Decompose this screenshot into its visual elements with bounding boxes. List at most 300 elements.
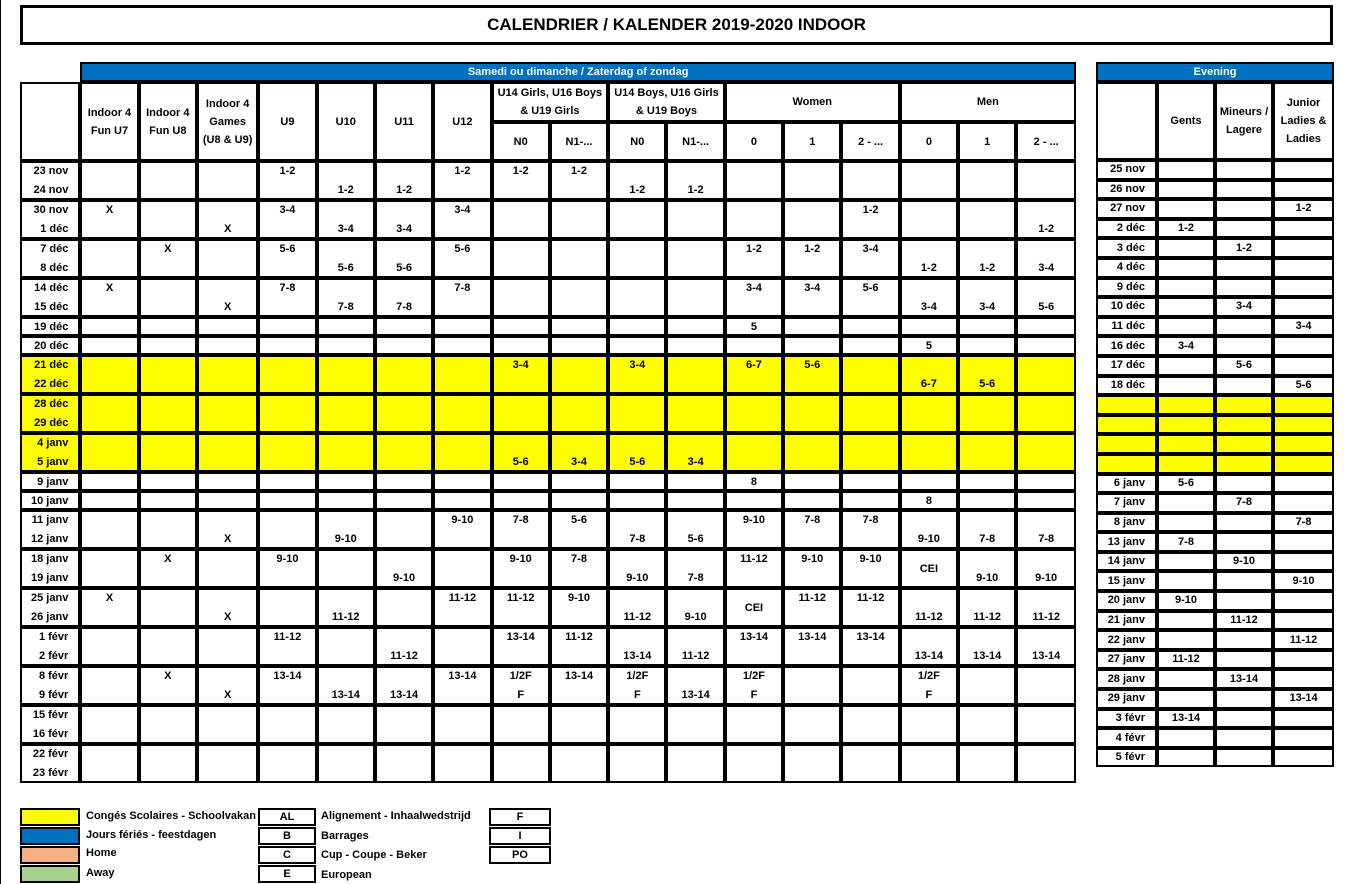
schedule-cell — [433, 336, 491, 355]
evening-date-cell: 7 janv — [1096, 493, 1157, 513]
subheader-l1-8: 1 — [958, 122, 1016, 161]
schedule-cell — [80, 278, 138, 317]
date-cell — [20, 200, 80, 239]
evening-date-cell: 27 nov — [1096, 199, 1157, 219]
schedule-cell — [317, 510, 375, 549]
schedule-cell — [258, 394, 316, 433]
schedule-cell — [317, 666, 375, 705]
cell-value-2: 9-10 — [334, 533, 357, 545]
schedule-cell — [958, 491, 1016, 510]
subheader-l2-9: 2 - ... — [1016, 122, 1076, 161]
cell-value-1: 13-14 — [739, 631, 768, 643]
evening-date-cell: 3 déc — [1096, 238, 1157, 258]
schedule-cell — [958, 433, 1016, 472]
cell-value-2: 7-8 — [1038, 533, 1055, 545]
evening-cell: 7-8 — [1273, 513, 1334, 533]
cell-value-1: 9-10 — [567, 592, 591, 604]
schedule-cell — [958, 627, 1016, 666]
evening-cell: 9-10 — [1157, 591, 1215, 611]
schedule-cell — [958, 317, 1016, 336]
schedule-cell — [197, 705, 258, 744]
evening-cell — [1215, 748, 1273, 768]
header-indoor4-u8: Indoor 4 Fun U8 — [139, 82, 197, 161]
header-u14boys: U14 Boys, U16 Girls & U19 Boys — [608, 82, 725, 122]
schedule-cell — [197, 472, 258, 491]
date-label-1: 15 févr — [32, 709, 69, 721]
evening-date-cell: 4 déc — [1096, 258, 1157, 278]
schedule-cell — [725, 472, 783, 491]
subheader-l2-6: 2 - ... — [841, 122, 899, 161]
evening-banner: Evening — [1096, 62, 1334, 82]
schedule-cell — [433, 705, 491, 744]
schedule-cell — [608, 666, 666, 705]
cell-value-1: X — [105, 204, 114, 216]
date-label: 20 déc — [34, 339, 69, 352]
schedule-cell — [492, 161, 550, 200]
cell-value-2: 11-12 — [623, 611, 652, 623]
schedule-cell — [725, 336, 783, 355]
schedule-cell — [608, 161, 666, 200]
date-cell — [20, 317, 80, 336]
cell-value-1: 9-10 — [801, 553, 824, 565]
schedule-cell — [375, 433, 433, 472]
cell-value-2: 7-8 — [629, 533, 646, 545]
schedule-cell — [1016, 161, 1076, 200]
schedule-cell — [841, 394, 899, 433]
evening-cell — [1215, 317, 1273, 337]
cell-value-1: X — [105, 592, 114, 604]
schedule-cell — [317, 200, 375, 239]
schedule-cell — [80, 433, 138, 472]
schedule-cell — [433, 200, 491, 239]
schedule-cell — [317, 744, 375, 783]
schedule-cell — [139, 472, 197, 491]
date-label-2: 22 déc — [34, 378, 69, 390]
schedule-cell — [139, 744, 197, 783]
date-label-2: 19 janv — [31, 572, 69, 584]
schedule-cell — [1016, 744, 1076, 783]
evening-cell — [1215, 454, 1273, 474]
date-label-1: 7 déc — [40, 243, 69, 255]
schedule-cell — [900, 355, 958, 394]
schedule-cell — [317, 588, 375, 627]
cell-value-1: 11-12 — [506, 592, 535, 604]
schedule-cell — [1016, 278, 1076, 317]
evening-cell — [1273, 669, 1334, 689]
date-cell — [20, 336, 80, 355]
date-cell — [20, 161, 80, 200]
cell-value-2: 11-12 — [681, 650, 710, 662]
schedule-cell — [433, 161, 491, 200]
evening-cell — [1157, 278, 1215, 298]
cell-value-2: F — [750, 689, 758, 701]
schedule-cell — [492, 317, 550, 336]
evening-cell — [1157, 297, 1215, 317]
cell-value-1: 7-8 — [279, 282, 296, 294]
schedule-cell — [725, 627, 783, 666]
legend-swatch-holiday — [20, 808, 80, 826]
cell-value-1: 11-12 — [448, 592, 477, 604]
schedule-cell — [197, 336, 258, 355]
schedule-cell — [783, 278, 841, 317]
schedule-cell — [375, 491, 433, 510]
evening-cell — [1273, 336, 1334, 356]
evening-cell: 9-10 — [1273, 571, 1334, 591]
evening-cell — [1157, 258, 1215, 278]
cell-value-2: 9-10 — [684, 611, 707, 623]
schedule-cell — [317, 705, 375, 744]
evening-cell: 5-6 — [1273, 376, 1334, 396]
header-u9: U9 — [258, 82, 316, 161]
schedule-cell — [492, 491, 550, 510]
cell-value-1: 7-8 — [804, 514, 821, 526]
date-header — [20, 82, 80, 161]
schedule-cell — [666, 510, 724, 549]
schedule-cell — [317, 239, 375, 278]
cell-value: 8 — [925, 494, 932, 507]
evening-cell — [1273, 278, 1334, 298]
schedule-cell — [139, 510, 197, 549]
legend-label-away: Away — [86, 867, 115, 879]
evening-cell — [1215, 336, 1273, 356]
evening-cell — [1215, 434, 1273, 454]
schedule-cell — [258, 491, 316, 510]
schedule-cell — [197, 433, 258, 472]
schedule-cell — [258, 549, 316, 588]
evening-cell: 3-4 — [1215, 297, 1273, 317]
evening-date-cell: 14 janv — [1096, 552, 1157, 572]
evening-cell — [1215, 258, 1273, 278]
schedule-cell — [958, 278, 1016, 317]
evening-cell: 5-6 — [1157, 474, 1215, 494]
page-title: CALENDRIER / KALENDER 2019-2020 INDOOR — [20, 5, 1333, 45]
schedule-cell — [1016, 549, 1076, 588]
cell-value-2: 9-10 — [626, 572, 649, 584]
date-label-2: 5 janv — [37, 456, 69, 468]
schedule-cell — [841, 510, 899, 549]
schedule-cell — [197, 239, 258, 278]
cell-value-2: 11-12 — [915, 611, 943, 623]
schedule-cell — [258, 627, 316, 666]
schedule-cell — [725, 666, 783, 705]
schedule-cell — [1016, 666, 1076, 705]
schedule-cell — [197, 744, 258, 783]
schedule-cell — [375, 510, 433, 549]
schedule-cell — [139, 627, 197, 666]
schedule-cell — [900, 161, 958, 200]
legend-code-f: F — [489, 808, 551, 826]
legend-code-b: B — [258, 827, 316, 845]
evening-date-cell: 27 janv — [1096, 650, 1157, 670]
schedule-cell — [80, 705, 138, 744]
evening-date-header — [1096, 82, 1157, 160]
schedule-cell — [80, 549, 138, 588]
cell-value-1: 1-2 — [745, 243, 762, 255]
schedule-cell — [841, 317, 899, 336]
evening-cell — [1215, 219, 1273, 239]
schedule-cell — [550, 317, 608, 336]
schedule-cell — [666, 666, 724, 705]
schedule-cell — [550, 627, 608, 666]
schedule-cell — [1016, 239, 1076, 278]
cell-value-2: 13-14 — [914, 650, 943, 662]
legend-label-public-holiday: Jours fériés - feestdagen — [86, 829, 217, 841]
schedule-cell — [608, 278, 666, 317]
schedule-cell — [492, 666, 550, 705]
evening-cell: 9-10 — [1215, 552, 1273, 572]
schedule-cell — [80, 627, 138, 666]
schedule-cell — [900, 510, 958, 549]
schedule-cell — [725, 200, 783, 239]
evening-cell — [1273, 356, 1334, 376]
evening-cell — [1215, 728, 1273, 748]
date-label-1: 23 nov — [33, 165, 69, 177]
schedule-cell — [550, 705, 608, 744]
cell-value-1: 3-4 — [454, 204, 471, 216]
schedule-cell — [783, 549, 841, 588]
schedule-cell — [783, 433, 841, 472]
legend-code-al-label: Alignement - Inhaalwedstrijd — [321, 810, 471, 822]
cell-value-2: 1-2 — [687, 184, 704, 196]
date-label-1: 4 janv — [37, 437, 69, 449]
cell-value-1: 1/2F — [742, 670, 765, 682]
schedule-cell — [550, 278, 608, 317]
evening-date-cell: 8 janv — [1096, 513, 1157, 533]
date-cell — [20, 705, 80, 744]
evening-date-cell: 2 déc — [1096, 219, 1157, 239]
schedule-cell — [900, 549, 958, 588]
schedule-cell — [608, 744, 666, 783]
cell-value: CEI — [919, 562, 939, 575]
schedule-cell — [666, 491, 724, 510]
schedule-cell — [725, 161, 783, 200]
schedule-cell — [258, 161, 316, 200]
cell-value-2: 11-12 — [1032, 611, 1060, 623]
schedule-cell — [550, 433, 608, 472]
date-label-1: 18 janv — [31, 553, 69, 565]
schedule-cell — [433, 239, 491, 278]
date-label-2: 12 janv — [31, 533, 69, 545]
evening-cell — [1215, 689, 1273, 709]
schedule-cell — [492, 705, 550, 744]
cell-value-1: 3-4 — [279, 204, 296, 216]
schedule-cell — [725, 491, 783, 510]
cell-value-1: 7-8 — [512, 514, 529, 526]
schedule-cell — [375, 317, 433, 336]
schedule-cell — [900, 336, 958, 355]
schedule-cell — [725, 394, 783, 433]
cell-value-1: 11-12 — [273, 631, 302, 643]
date-label-1: 8 févr — [38, 670, 69, 682]
cell-value-2: F — [633, 689, 641, 701]
evening-cell — [1157, 199, 1215, 219]
evening-date-cell: 20 janv — [1096, 591, 1157, 611]
legend-code-i: I — [489, 827, 551, 845]
schedule-cell — [841, 161, 899, 200]
left-margin-line — [0, 0, 1, 884]
legend-label-home: Home — [86, 847, 117, 859]
schedule-cell — [900, 317, 958, 336]
evening-cell: 3-4 — [1157, 336, 1215, 356]
evening-cell — [1157, 395, 1215, 415]
evening-cell — [1215, 180, 1273, 200]
schedule-cell — [666, 627, 724, 666]
schedule-cell — [375, 472, 433, 491]
schedule-cell — [725, 705, 783, 744]
schedule-cell — [433, 627, 491, 666]
evening-cell — [1273, 493, 1334, 513]
schedule-cell — [608, 705, 666, 744]
schedule-cell — [258, 472, 316, 491]
schedule-cell — [783, 627, 841, 666]
schedule-cell — [139, 317, 197, 336]
cell-value-1: X — [164, 243, 172, 255]
cell-value-1: 3-4 — [862, 243, 879, 255]
schedule-cell — [841, 239, 899, 278]
evening-date-cell: 25 nov — [1096, 160, 1157, 180]
cell-value-2: X — [223, 689, 232, 701]
cell-value-2: 7-8 — [687, 572, 704, 584]
cell-value-2: 3-4 — [920, 301, 937, 313]
schedule-cell — [258, 200, 316, 239]
date-cell — [20, 510, 80, 549]
schedule-cell — [197, 278, 258, 317]
evening-cell — [1273, 709, 1334, 729]
cell-value-2: X — [223, 301, 232, 313]
schedule-cell — [783, 355, 841, 394]
legend-code-c-label: Cup - Coupe - Beker — [321, 849, 427, 861]
cell-value-1: 1/2F — [626, 670, 649, 682]
cell-value-1: 11-12 — [856, 592, 885, 604]
cell-value-1: 5-6 — [279, 243, 296, 255]
schedule-cell — [841, 705, 899, 744]
schedule-cell — [666, 336, 724, 355]
schedule-cell — [317, 317, 375, 336]
schedule-cell — [900, 278, 958, 317]
cell-value-2: F — [925, 689, 933, 701]
schedule-cell — [783, 161, 841, 200]
evening-cell — [1273, 297, 1334, 317]
evening-cell — [1157, 356, 1215, 376]
evening-date-cell: 17 déc — [1096, 356, 1157, 376]
schedule-cell — [375, 394, 433, 433]
date-label-1: 22 févr — [32, 748, 69, 760]
cell-value-1: 1-2 — [512, 165, 529, 177]
date-label-1: 21 déc — [34, 359, 69, 371]
date-label-1: 28 déc — [34, 398, 69, 410]
evening-cell — [1215, 376, 1273, 396]
schedule-cell — [666, 588, 724, 627]
evening-cell — [1157, 611, 1215, 631]
evening-cell — [1273, 180, 1334, 200]
evening-cell — [1157, 180, 1215, 200]
cell-value-1: X — [164, 553, 172, 565]
schedule-cell — [197, 666, 258, 705]
cell-value-2: 1-2 — [337, 184, 354, 196]
cell-value-2: 9-10 — [393, 572, 416, 584]
schedule-cell — [317, 627, 375, 666]
schedule-cell — [375, 666, 433, 705]
schedule-cell — [492, 433, 550, 472]
evening-cell — [1273, 532, 1334, 552]
cell-value-2: 1-2 — [979, 262, 996, 274]
schedule-cell — [258, 744, 316, 783]
schedule-cell — [550, 510, 608, 549]
schedule-cell — [258, 336, 316, 355]
schedule-cell — [608, 336, 666, 355]
evening-cell: 3-4 — [1273, 317, 1334, 337]
banner-spacer — [20, 62, 80, 82]
cell-value-2: 5-6 — [687, 533, 704, 545]
subheader-n0-0: N0 — [492, 122, 550, 161]
schedule-cell — [80, 666, 138, 705]
schedule-cell — [433, 472, 491, 491]
schedule-cell — [433, 433, 491, 472]
schedule-cell — [139, 278, 197, 317]
date-label: 19 déc — [34, 320, 69, 333]
schedule-cell — [958, 705, 1016, 744]
legend-label-holiday: Congés Scolaires - Schoolvakan — [86, 810, 256, 822]
weekend-banner: Samedi ou dimanche / Zaterdag of zondag — [80, 62, 1076, 82]
cell-value-2: 13-14 — [331, 689, 360, 701]
schedule-cell — [550, 336, 608, 355]
cell-value-2: 5-6 — [629, 456, 646, 468]
legend-swatch-home — [20, 846, 80, 864]
evening-cell — [1157, 434, 1215, 454]
evening-cell — [1273, 160, 1334, 180]
date-label-2: 26 janv — [31, 611, 69, 623]
evening-cell — [1215, 591, 1273, 611]
evening-cell — [1157, 513, 1215, 533]
evening-date-cell: 18 déc — [1096, 376, 1157, 396]
evening-cell: 1-2 — [1273, 199, 1334, 219]
cell-value-2: 3-4 — [571, 456, 587, 468]
evening-date-cell — [1096, 454, 1157, 474]
schedule-cell — [958, 239, 1016, 278]
schedule-cell — [139, 336, 197, 355]
schedule-cell — [783, 510, 841, 549]
cell-value-1: 7-8 — [571, 553, 587, 565]
legend-code-al: AL — [258, 808, 316, 826]
cell-value-2: X — [223, 533, 232, 545]
schedule-cell — [900, 433, 958, 472]
evening-cell — [1215, 532, 1273, 552]
schedule-cell — [841, 472, 899, 491]
schedule-cell — [783, 744, 841, 783]
schedule-cell — [725, 355, 783, 394]
schedule-cell — [666, 433, 724, 472]
cell-value-2: 5-6 — [979, 378, 996, 390]
schedule-cell — [139, 355, 197, 394]
schedule-cell — [958, 549, 1016, 588]
schedule-cell — [608, 549, 666, 588]
cell-value-2: 1-2 — [920, 262, 937, 274]
schedule-cell — [841, 491, 899, 510]
schedule-cell — [433, 491, 491, 510]
schedule-cell — [783, 317, 841, 336]
evening-date-cell: 9 déc — [1096, 278, 1157, 298]
evening-header-gents: Gents — [1157, 82, 1215, 160]
evening-date-cell: 29 janv — [1096, 689, 1157, 709]
evening-date-cell: 10 déc — [1096, 297, 1157, 317]
legend-code-e-label: European — [321, 869, 372, 881]
schedule-cell — [783, 200, 841, 239]
cell-value-1: 5-6 — [571, 514, 587, 526]
evening-date-cell: 3 févr — [1096, 709, 1157, 729]
date-label-1: 11 janv — [31, 514, 69, 526]
schedule-cell — [666, 744, 724, 783]
schedule-cell — [550, 588, 608, 627]
